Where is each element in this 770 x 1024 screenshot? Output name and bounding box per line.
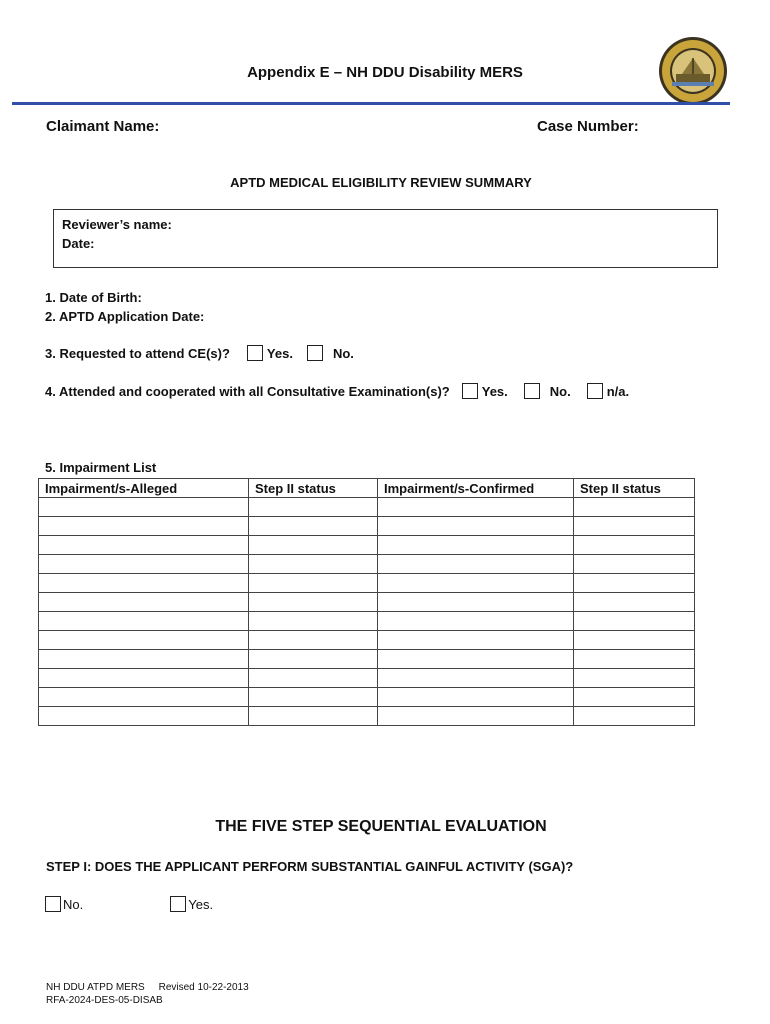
table-row xyxy=(39,574,695,593)
table-cell[interactable] xyxy=(39,498,249,517)
q4-na-label: n/a. xyxy=(606,383,630,399)
table-cell[interactable] xyxy=(39,631,249,650)
review-date-label: Date: xyxy=(62,236,95,251)
q4-na-checkbox[interactable] xyxy=(587,383,603,399)
step1-yes-checkbox[interactable] xyxy=(170,896,186,912)
table-cell[interactable] xyxy=(39,555,249,574)
table-row xyxy=(39,517,695,536)
table-cell[interactable] xyxy=(574,650,695,669)
table-cell[interactable] xyxy=(378,536,574,555)
table-cell[interactable] xyxy=(39,669,249,688)
footer-reference: RFA-2024-DES-05-DISAB xyxy=(46,995,163,1006)
claimant-name-label: Claimant Name: xyxy=(46,118,160,135)
impairment-table-body xyxy=(39,498,695,726)
impairment-list-title: 5. Impairment List xyxy=(45,460,157,475)
table-cell[interactable] xyxy=(378,688,574,707)
table-cell[interactable] xyxy=(39,593,249,612)
table-cell[interactable] xyxy=(574,688,695,707)
date-of-birth-label: 1. Date of Birth: xyxy=(45,290,142,305)
table-cell[interactable] xyxy=(574,669,695,688)
col-step-ii-status-1: Step II status xyxy=(249,479,378,498)
table-cell[interactable] xyxy=(249,669,378,688)
table-cell[interactable] xyxy=(249,612,378,631)
q4-yes-checkbox[interactable] xyxy=(462,383,478,399)
table-row xyxy=(39,555,695,574)
table-cell[interactable] xyxy=(574,574,695,593)
five-step-title: THE FIVE STEP SEQUENTIAL EVALUATION xyxy=(215,818,547,835)
table-row xyxy=(39,650,695,669)
col-impairments-confirmed: Impairment/s-Confirmed xyxy=(378,479,574,498)
summary-title: APTD MEDICAL ELIGIBILITY REVIEW SUMMARY xyxy=(230,175,532,190)
step1-yes-label: Yes. xyxy=(188,896,214,912)
q4-yes-label: Yes. xyxy=(481,383,508,399)
header-rule xyxy=(12,102,730,105)
table-cell[interactable] xyxy=(574,536,695,555)
table-cell[interactable] xyxy=(249,574,378,593)
footer xyxy=(46,981,249,1007)
table-row xyxy=(39,593,695,612)
table-cell[interactable] xyxy=(378,498,574,517)
table-cell[interactable] xyxy=(249,631,378,650)
table-row xyxy=(39,707,695,726)
table-cell[interactable] xyxy=(574,555,695,574)
table-cell[interactable] xyxy=(378,555,574,574)
table-row xyxy=(39,631,695,650)
table-cell[interactable] xyxy=(39,707,249,726)
step1-no-checkbox[interactable] xyxy=(45,896,61,912)
table-row xyxy=(39,669,695,688)
table-row xyxy=(39,612,695,631)
table-cell[interactable] xyxy=(378,650,574,669)
question-4-row xyxy=(45,383,629,399)
question-4-label: 4. Attended and cooperated with all Consultative Examination(s)? xyxy=(45,383,450,399)
nh-state-seal-icon xyxy=(658,36,728,106)
table-cell[interactable] xyxy=(378,517,574,536)
step-1-question: STEP I: DOES THE APPLICANT PERFORM SUBSTANTIAL GAINFUL ACTIVITY (SGA)? xyxy=(46,859,574,874)
table-cell[interactable] xyxy=(249,498,378,517)
impairment-table xyxy=(38,478,695,726)
footer-revision: NH DDU ATPD MERS Revised 10-22-2013 xyxy=(46,982,249,993)
table-cell[interactable] xyxy=(574,593,695,612)
question-3-row xyxy=(45,345,354,361)
col-step-ii-status-2: Step II status xyxy=(574,479,695,498)
table-cell[interactable] xyxy=(249,517,378,536)
case-number-label: Case Number: xyxy=(537,118,639,135)
impairment-table-header xyxy=(39,479,695,498)
application-date-label: 2. APTD Application Date: xyxy=(45,309,205,324)
table-cell[interactable] xyxy=(574,612,695,631)
table-cell[interactable] xyxy=(39,517,249,536)
reviewer-box xyxy=(53,209,718,268)
q3-no-label: No. xyxy=(332,345,354,361)
table-cell[interactable] xyxy=(39,612,249,631)
document-title: Appendix E – NH DDU Disability MERS xyxy=(247,64,523,81)
table-cell[interactable] xyxy=(249,536,378,555)
table-cell[interactable] xyxy=(249,707,378,726)
table-cell[interactable] xyxy=(378,631,574,650)
table-cell[interactable] xyxy=(39,688,249,707)
reviewer-name-label: Reviewer’s name: xyxy=(62,217,172,232)
table-cell[interactable] xyxy=(378,612,574,631)
table-row xyxy=(39,536,695,555)
q4-no-label: No. xyxy=(549,383,571,399)
col-impairments-alleged: Impairment/s-Alleged xyxy=(39,479,249,498)
table-cell[interactable] xyxy=(249,688,378,707)
table-cell[interactable] xyxy=(574,631,695,650)
step1-no-label: No. xyxy=(63,896,84,912)
table-cell[interactable] xyxy=(39,650,249,669)
table-cell[interactable] xyxy=(574,498,695,517)
q4-no-checkbox[interactable] xyxy=(524,383,540,399)
table-cell[interactable] xyxy=(574,517,695,536)
table-cell[interactable] xyxy=(378,574,574,593)
q3-yes-label: Yes. xyxy=(266,345,293,361)
table-row xyxy=(39,688,695,707)
table-cell[interactable] xyxy=(39,574,249,593)
table-cell[interactable] xyxy=(249,593,378,612)
step-1-options xyxy=(45,896,213,912)
table-cell[interactable] xyxy=(574,707,695,726)
table-cell[interactable] xyxy=(378,707,574,726)
q3-no-checkbox[interactable] xyxy=(307,345,323,361)
table-cell[interactable] xyxy=(378,593,574,612)
table-cell[interactable] xyxy=(249,555,378,574)
question-3-label: 3. Requested to attend CE(s)? xyxy=(45,345,230,361)
table-row xyxy=(39,498,695,517)
q3-yes-checkbox[interactable] xyxy=(247,345,263,361)
table-cell[interactable] xyxy=(378,669,574,688)
table-cell[interactable] xyxy=(39,536,249,555)
table-cell[interactable] xyxy=(249,650,378,669)
